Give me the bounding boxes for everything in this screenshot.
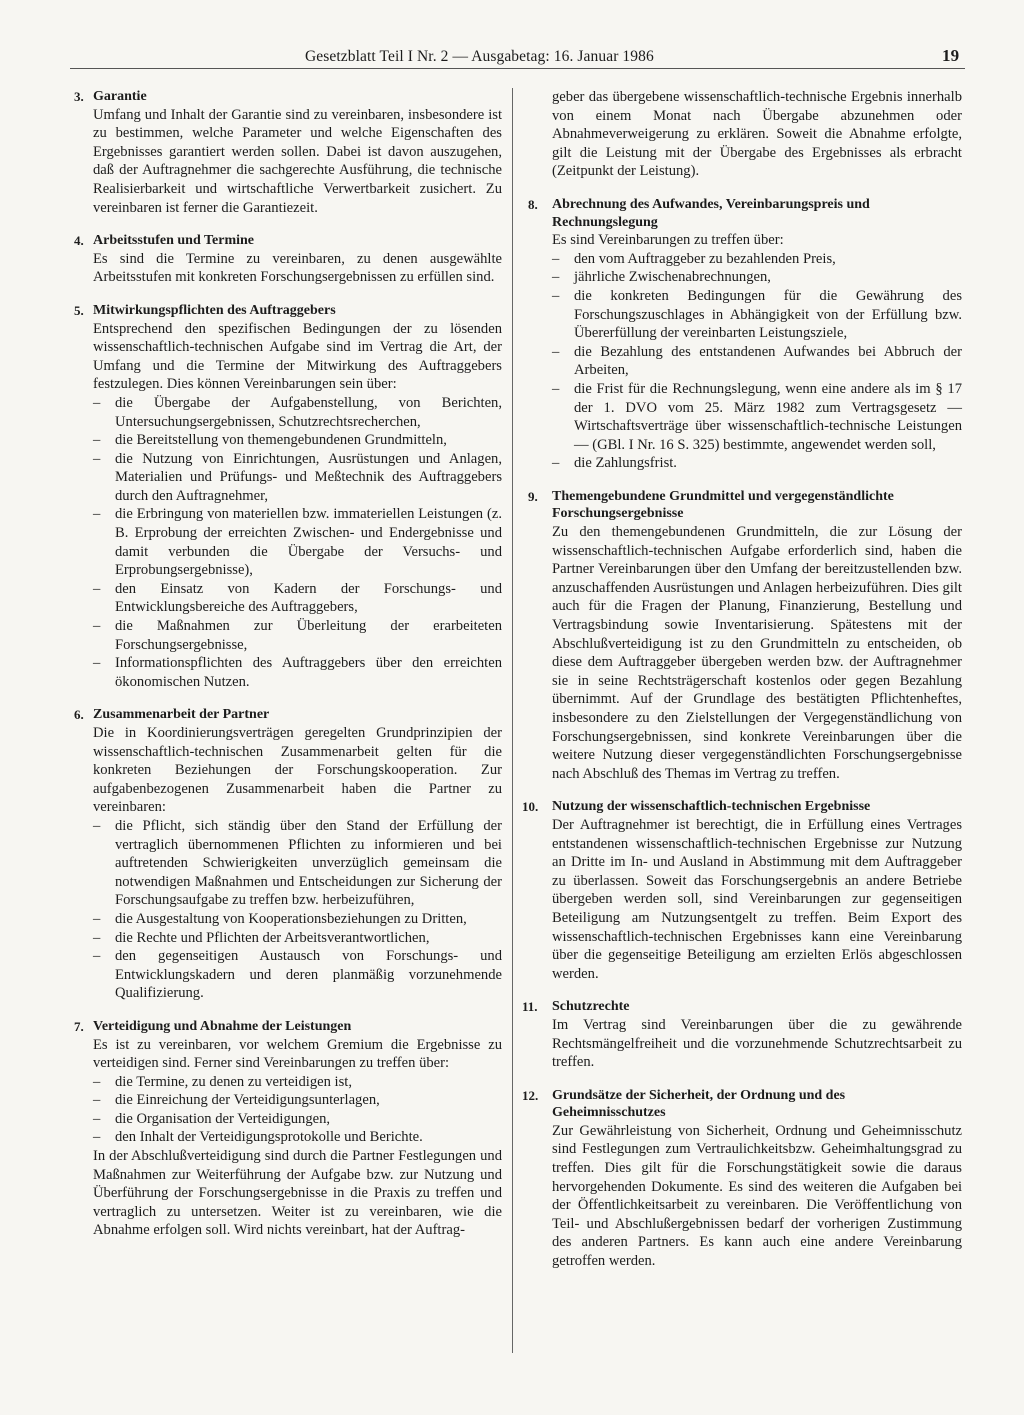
list-item: – die Frist für die Rechnungslegung, wenn eine andere als im § 17 der 1. DVO vom 25. März 1982 zum Vertragsgesetz — Wirtschaftsverträge über wissenschaftlich-technische Leistungen — (GBl. I Nr. 16 S. 325) bestimmte, angewendet werden soll,: [552, 380, 962, 454]
section-text: Umfang und Inhalt der Garantie sind zu vereinbaren, insbesondere ist zu bestimmen, welche Parameter und welche Eigenschaften des Ergebnisses garantiert werden sollen. Dabei ist davon auszugehen, daß der Auftragnehmer die sachgerechte Ausführung, die technische Realisierbarkeit und wirtschaftliche Verwertbarkeit zusichert. Zu vereinbaren ist ferner die Garantiezeit.: [93, 106, 502, 216]
section-3: [74, 88, 502, 217]
right-column: [522, 88, 962, 1271]
header-rule: [70, 68, 965, 69]
section-5: [74, 302, 502, 691]
section-heading: Nutzung der wissenschaftlich-technischen Ergebnisse: [552, 799, 871, 815]
list-item: – die Zahlungsfrist.: [552, 454, 962, 473]
section-4: [74, 232, 502, 287]
list-item: – den Einsatz von Kadern der Forschungs- und Entwicklungsbereiche des Auftraggebers,: [93, 580, 502, 617]
item-list: [93, 817, 502, 1003]
list-item: – die konkreten Bedingungen für die Gewährung des Forschungszuschlages in Abhängigkeit von der Erfüllung bzw. Übererfüllung der vereinbarten Leistungsziele,: [552, 287, 962, 343]
section-heading: Verteidigung und Abnahme der Leistungen: [93, 1018, 352, 1034]
list-item: – die Organisation der Verteidigungen,: [93, 1110, 502, 1129]
section-text: Entsprechend den spezifischen Bedingungen der zu lösenden wissenschaftlich-technischen Aufgabe sind im Vertrag die Art, der Umfang und die Termine der Mitwirkung des Auftraggebers festzulegen. Dies können Vereinbarungen sein über:: [93, 320, 502, 393]
list-item: – den vom Auftraggeber zu bezahlenden Preis,: [552, 250, 962, 269]
section-text: Es sind Vereinbarungen zu treffen über:: [552, 232, 784, 249]
list-item: – die Bezahlung des entstandenen Aufwandes bei Abbruch der Arbeiten,: [552, 343, 962, 380]
section-number: 12.: [522, 1087, 539, 1103]
section-heading: Mitwirkungspflichten des Auftraggebers: [93, 302, 336, 318]
section-number: 6.: [74, 707, 84, 723]
list-item: – Informationspflichten des Auftraggebers über den erreichten ökonomischen Nutzen.: [93, 654, 502, 691]
list-item: – die Nutzung von Einrichtungen, Ausrüstungen und Anlagen, Materialien und Prüfungs- und Meßtechnik des Auftraggebers durch den Auftragnehmer,: [93, 450, 502, 506]
list-item: – den Inhalt der Verteidigungsprotokolle und Berichte.: [93, 1128, 502, 1147]
section-heading: Schutzrechte: [552, 999, 630, 1015]
section-10: [522, 798, 962, 983]
section-text-after: In der Abschlußverteidigung sind durch die Partner Festlegungen und Maßnahmen zur Weiterführung der Aufgabe bzw. zur Nutzung und Überführung der Forschungsergebnisse in die Praxis zu treffen und vertraglich zu untersetzen. Weiter ist zu vereinbaren, wie die Abnahme erfolgen soll. Wird nichts vereinbart, hat der Auftrag-: [93, 1148, 502, 1239]
list-item: – die Einreichung der Verteidigungsunterlagen,: [93, 1091, 502, 1110]
section-text: Es sind die Termine zu vereinbaren, zu denen ausgewählte Arbeitsstufen mit konkreten Forschungsergebnissen zu erfüllen sind.: [93, 250, 502, 286]
section-text: Die in Koordinierungsverträgen geregelten Grundprinzipien der wissenschaftlich-technischen Zusammenarbeit gelten für die konkreten Beziehungen der Forschungskooperation. Zur aufgabenbezogenen Zusammenarbeit haben die Partner zu vereinbaren:: [93, 725, 502, 816]
section-11: [522, 998, 962, 1071]
section-number: 9.: [528, 488, 538, 504]
list-item: – die Bereitstellung von themengebundenen Grundmitteln,: [93, 431, 502, 450]
list-item: – die Termine, zu denen zu verteidigen ist,: [93, 1073, 502, 1092]
section-text: Zu den themengebundenen Grundmitteln, die zur Lösung der wissenschaftlich-technischen Aufgabe erforderlich sind, haben die Partner Vereinbarungen über den Umfang der bereitzustellenden bzw. anzuschaffenden Ausrüstungen und Anlagen herbeizuführen. Dies gilt auch für die Fragen der Planung, Finanzierung, Bestellung und Vertragsbindung sowie Inventarisierung. Spätestens mit der Abschlußverteidigung ist zu den Grundmitteln zu entscheiden, ob diese dem Auftraggeber übergeben werden bzw. der Auftragnehmer sie in seine Rechtsträgerschaft kostenlos oder gegen Bezahlung übernimmt. Auf der Grundlage des bestätigten Pflichtenheftes, insbesondere zu den Zielstellungen der Vergegenständlichung von Forschungsergebnissen, sind konkrete Vereinbarungen über die weitere Nutzung dieser vergegenständlichten Forschungsergebnisse nach Abschluß des Themas im Vertrag zu treffen.: [552, 524, 962, 782]
section-heading: Abrechnung des Aufwandes, Vereinbarungspreis und Rechnungslegung: [552, 196, 870, 230]
section-heading: Zusammenarbeit der Partner: [93, 707, 270, 723]
section-heading: Grundsätze der Sicherheit, der Ordnung und des Geheimnisschutzes: [552, 1087, 846, 1121]
section-heading: Arbeitsstufen und Termine: [93, 233, 255, 249]
list-item: – den gegenseitigen Austausch von Forschungs- und Entwicklungskadern und deren planmäßig vorzunehmende Qualifizierung.: [93, 947, 502, 1003]
section-12: [522, 1087, 962, 1271]
section-8: [528, 196, 962, 473]
section-6: [74, 706, 502, 1003]
section-text: Der Auftragnehmer ist berechtigt, die in Erfüllung eines Vertrages entstandenen wissenschaftlich-technischen Ergebnisse zur Nutzung an Dritte im In- und Ausland in Abstimmung mit dem Auftraggeber zu überlassen. Soweit das Forschungsergebnis an andere Betriebe übergeben werden soll, sind Vereinbarungen zur gegenseitigen Beteiligung am Nutzungsentgelt zu treffen. Beim Export des wissenschaftlich-technischen Ergebnisses kann eine Vereinbarung über die gegenseitige Beteiligung am erzielten Erlös abgeschlossen werden.: [552, 816, 962, 982]
list-item: – die Rechte und Pflichten der Arbeitsverantwortlichen,: [93, 929, 502, 948]
section-text: Zur Gewährleistung von Sicherheit, Ordnung und Geheimnisschutz sind Festlegungen zum Vertraulichkeitsbzw. Geheimhaltungsgrad zu treffen. Dies gilt für die Forschungstätigkeit sowie die daraus hervorgehenden Dokumente. Es sind des weiteren die Aufgaben bei der Öffentlichkeitsarbeit zu vereinbaren. Die Veröffentlichung von Teil- und Abschlußergebnissen bedarf der vorherigen Zustimmung des anderen Partners. Es kann auch eine andere Vereinbarung getroffen werden.: [552, 1122, 962, 1270]
page-number: 19: [942, 46, 960, 65]
section-heading: Themengebundene Grundmittel und vergegenständlichte Forschungsergebnisse: [552, 488, 894, 522]
section-number: 5.: [74, 302, 84, 318]
section-9: [528, 488, 962, 784]
column-divider: [512, 88, 513, 1353]
list-item: – die Übergabe der Aufgabenstellung, von Berichten, Untersuchungsergebnissen, Schutzrechtsrecherchen,: [93, 394, 502, 431]
section-number: 11.: [522, 999, 538, 1015]
section-number: 10.: [522, 799, 539, 815]
header-title: Gesetzblatt Teil I Nr. 2 — Ausgabetag: 16. Januar 1986: [305, 48, 654, 65]
list-item: – die Ausgestaltung von Kooperationsbeziehungen zu Dritten,: [93, 910, 502, 929]
list-item: – jährliche Zwischenabrechnungen,: [552, 268, 962, 287]
section-number: 3.: [74, 89, 84, 104]
item-list: [552, 250, 962, 473]
list-item: – die Erbringung von materiellen bzw. immateriellen Leistungen (z. B. Erprobung der erreichten Zwischen- und Endergebnisse und damit verbunden die Übergabe der Versuchs- und Erprobungsergebnisse),: [93, 505, 502, 579]
section-number: 7.: [74, 1018, 84, 1034]
section-text: Es ist zu vereinbaren, vor welchem Gremium die Ergebnisse zu verteidigen sind. Ferner sind Vereinbarungen zu treffen über:: [93, 1036, 502, 1072]
continuation-text: geber das übergebene wissenschaftlich-technische Ergebnis innerhalb von einem Monat nach Übergabe abzunehmen oder Abnahmeverweigerung zu erklären. Soweit die Abnahme erfolgte, gilt die Leistung mit der Übergabe des Ergebnisses als erbracht (Zeitpunkt der Leistung).: [552, 89, 962, 180]
list-item: – die Pflicht, sich ständig über den Stand der Erfüllung der vertraglich übernommenen Pflichten zu informieren und bei auftretenden Schwierigkeiten unverzüglich gemeinsam die notwendigen Maßnahmen und Entscheidungen zur Sicherung der Forschungsaufgabe zu treffen bzw. herbeizuführen,: [93, 817, 502, 910]
item-list: [93, 1073, 502, 1147]
section-heading: Garantie: [93, 89, 147, 104]
left-column: [74, 88, 502, 1240]
section-7: [74, 1018, 502, 1240]
section-text: Im Vertrag sind Vereinbarungen über die zu gewährende Rechtsmängelfreiheit und die vorzunehmende Schutzrechtsarbeit zu treffen.: [552, 1016, 962, 1071]
section-number: 8.: [528, 196, 538, 212]
section-number: 4.: [74, 233, 84, 249]
item-list: [93, 394, 502, 692]
list-item: – die Maßnahmen zur Überleitung der erarbeiteten Forschungsergebnisse,: [93, 617, 502, 654]
